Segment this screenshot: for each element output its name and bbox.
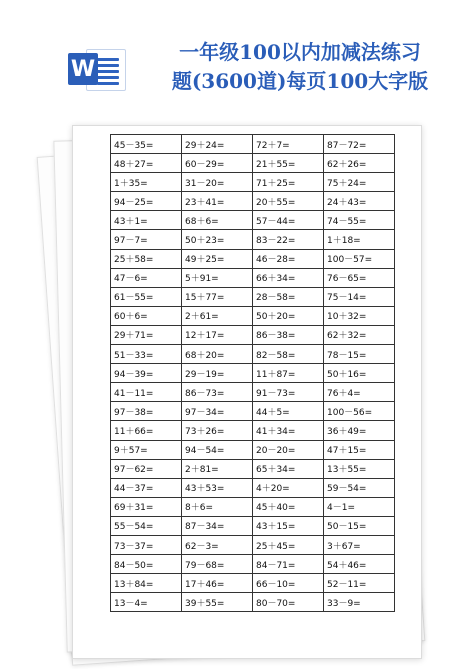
table-row	[111, 211, 395, 230]
problem-cell: 51－33=	[111, 345, 182, 364]
table-row	[111, 173, 395, 192]
problem-cell: 72＋7=	[253, 135, 324, 154]
problem-cell: 24＋43=	[324, 192, 395, 211]
problem-cell: 28－58=	[253, 287, 324, 306]
problem-cell: 54＋46=	[324, 555, 395, 574]
problem-cell: 43＋15=	[253, 516, 324, 535]
problem-cell: 66－10=	[253, 574, 324, 593]
table-row	[111, 402, 395, 421]
table-row	[111, 345, 395, 364]
table-row	[111, 230, 395, 249]
problem-cell: 21＋55=	[253, 154, 324, 173]
problem-cell: 97－7=	[111, 230, 182, 249]
problem-cell: 2＋61=	[182, 306, 253, 325]
problem-cell: 69＋31=	[111, 497, 182, 516]
table-row	[111, 287, 395, 306]
problem-cell: 43＋53=	[182, 478, 253, 497]
problem-cell: 29－19=	[182, 364, 253, 383]
problem-cell: 29＋71=	[111, 325, 182, 344]
problem-cell: 82－58=	[253, 345, 324, 364]
word-badge: W	[68, 53, 98, 85]
problem-cell: 41＋34=	[253, 421, 324, 440]
problem-cell: 12＋17=	[182, 325, 253, 344]
problem-cell: 49＋25=	[182, 249, 253, 268]
problem-cell: 47－6=	[111, 268, 182, 287]
problem-cell: 45－35=	[111, 135, 182, 154]
problem-cell: 20＋55=	[253, 192, 324, 211]
problem-cell: 25＋45=	[253, 535, 324, 554]
problem-cell: 87－72=	[324, 135, 395, 154]
problem-cell: 68＋20=	[182, 345, 253, 364]
table-row	[111, 135, 395, 154]
table-row	[111, 154, 395, 173]
table-row	[111, 516, 395, 535]
problem-cell: 39＋55=	[182, 593, 253, 612]
problem-cell: 45＋40=	[253, 497, 324, 516]
problem-cell: 4－1=	[324, 497, 395, 516]
problem-cell: 68＋6=	[182, 211, 253, 230]
problem-cell: 97－38=	[111, 402, 182, 421]
problem-cell: 76＋4=	[324, 383, 395, 402]
problem-cell: 11＋66=	[111, 421, 182, 440]
problem-cell: 48＋27=	[111, 154, 182, 173]
problem-cell: 50－15=	[324, 516, 395, 535]
problem-cell: 60＋6=	[111, 306, 182, 325]
table-row	[111, 249, 395, 268]
table-row	[111, 574, 395, 593]
problem-cell: 86－38=	[253, 325, 324, 344]
problem-cell: 94－39=	[111, 364, 182, 383]
problem-cell: 47＋15=	[324, 440, 395, 459]
problem-cell: 10＋32=	[324, 306, 395, 325]
problem-cell: 9＋57=	[111, 440, 182, 459]
title-line-1: 一年级100以内加减法练习	[179, 40, 421, 64]
problem-cell: 1＋35=	[111, 173, 182, 192]
problem-cell: 73－37=	[111, 535, 182, 554]
table-row	[111, 364, 395, 383]
problem-cell: 3＋67=	[324, 535, 395, 554]
problem-cell: 44＋5=	[253, 402, 324, 421]
problem-cell: 80－70=	[253, 593, 324, 612]
problem-cell: 1＋18=	[324, 230, 395, 249]
problem-cell: 71＋25=	[253, 173, 324, 192]
table-row	[111, 192, 395, 211]
problem-cell: 57－44=	[253, 211, 324, 230]
table-row	[111, 459, 395, 478]
problem-cell: 46－28=	[253, 249, 324, 268]
problem-cell: 60－29=	[182, 154, 253, 173]
problem-cell: 4＋20=	[253, 478, 324, 497]
problem-cell: 91－73=	[253, 383, 324, 402]
problem-cell: 52－11=	[324, 574, 395, 593]
problem-cell: 5＋91=	[182, 268, 253, 287]
problem-cell: 75－14=	[324, 287, 395, 306]
table-row	[111, 478, 395, 497]
problem-cell: 36＋49=	[324, 421, 395, 440]
problem-cell: 62＋32=	[324, 325, 395, 344]
problem-cell: 94－25=	[111, 192, 182, 211]
problem-cell: 79－68=	[182, 555, 253, 574]
table-row	[111, 268, 395, 287]
problem-cell: 59－54=	[324, 478, 395, 497]
table-row	[111, 440, 395, 459]
problem-cell: 13＋55=	[324, 459, 395, 478]
problem-cell: 84－71=	[253, 555, 324, 574]
problem-cell: 74－55=	[324, 211, 395, 230]
problem-cell: 20－20=	[253, 440, 324, 459]
title-line-2: 题(3600道)每页100大字版	[171, 69, 429, 93]
problem-cell: 50＋20=	[253, 306, 324, 325]
problem-cell: 13－4=	[111, 593, 182, 612]
problem-cell: 15＋77=	[182, 287, 253, 306]
problem-cell: 33－9=	[324, 593, 395, 612]
problem-cell: 11＋87=	[253, 364, 324, 383]
table-row	[111, 593, 395, 612]
table-row	[111, 535, 395, 554]
problem-cell: 23＋41=	[182, 192, 253, 211]
table-row	[111, 383, 395, 402]
problem-cell: 62－3=	[182, 535, 253, 554]
problem-cell: 50＋23=	[182, 230, 253, 249]
table-row	[111, 325, 395, 344]
problem-cell: 100－57=	[324, 249, 395, 268]
problem-cell: 13＋84=	[111, 574, 182, 593]
table-row	[111, 555, 395, 574]
problem-cell: 97－62=	[111, 459, 182, 478]
problem-cell: 61－55=	[111, 287, 182, 306]
problem-cell: 87－34=	[182, 516, 253, 535]
arithmetic-table	[110, 134, 395, 612]
problem-cell: 78－15=	[324, 345, 395, 364]
problem-cell: 43＋1=	[111, 211, 182, 230]
problem-cell: 76－65=	[324, 268, 395, 287]
problem-cell: 62＋26=	[324, 154, 395, 173]
table-row	[111, 306, 395, 325]
problem-cell: 50＋16=	[324, 364, 395, 383]
problem-cell: 73＋26=	[182, 421, 253, 440]
problem-cell: 97－34=	[182, 402, 253, 421]
problem-cell: 31－20=	[182, 173, 253, 192]
problem-cell: 41－11=	[111, 383, 182, 402]
problem-cell: 44－37=	[111, 478, 182, 497]
table-row	[111, 497, 395, 516]
problem-cell: 65＋34=	[253, 459, 324, 478]
problem-cell: 66＋34=	[253, 268, 324, 287]
problem-cell: 84－50=	[111, 555, 182, 574]
problem-cell: 8＋6=	[182, 497, 253, 516]
problem-cell: 100－56=	[324, 402, 395, 421]
problem-cell: 94－54=	[182, 440, 253, 459]
page-title	[150, 38, 450, 96]
problem-cell: 2＋81=	[182, 459, 253, 478]
problem-cell: 83－22=	[253, 230, 324, 249]
problem-cell: 17＋46=	[182, 574, 253, 593]
problem-cell: 55－54=	[111, 516, 182, 535]
problem-cell: 86－73=	[182, 383, 253, 402]
problem-cell: 29＋24=	[182, 135, 253, 154]
problem-cell: 75＋24=	[324, 173, 395, 192]
problem-cell: 25＋58=	[111, 249, 182, 268]
word-icon	[66, 43, 126, 93]
table-row	[111, 421, 395, 440]
